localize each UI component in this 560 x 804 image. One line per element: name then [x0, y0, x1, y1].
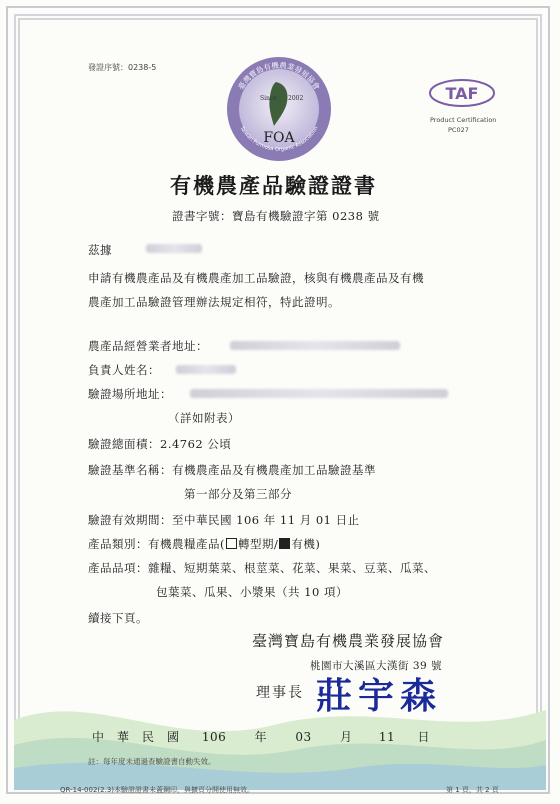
area: 驗證總面積：2.4762 公頃 — [88, 437, 232, 451]
validity-note: 註：每年度未通過查驗證書自動失效。 — [88, 757, 216, 766]
taf-logo — [428, 78, 496, 108]
operator-address-redacted — [230, 341, 400, 350]
chair-label: 理事長 — [256, 685, 304, 701]
see-attached: （詳如附表） — [168, 411, 240, 425]
foa-seal-logo — [224, 54, 334, 164]
svg-text:FOA: FOA — [263, 130, 295, 146]
product-items-2: 包葉菜、瓜果、小漿果（共 10 項） — [156, 585, 348, 599]
intro-line-1: 申請有機農產品及有機農產加工品驗證，核與有機農產品及有機 — [88, 271, 424, 285]
svg-text:2002: 2002 — [288, 95, 304, 102]
operator-address-label: 農產品經營業者地址： — [88, 339, 208, 353]
issuer-org: 臺灣寶島有機農業發展協會 — [252, 632, 445, 650]
checkbox-organic — [279, 538, 290, 549]
standard-parts: 第一部分及第三部分 — [184, 487, 292, 501]
site-address-redacted — [190, 389, 448, 398]
cert-number: 證書字號：寶島有機驗證字第 0238 號 — [172, 209, 380, 223]
svg-text:TAF: TAF — [445, 84, 479, 103]
svg-text:Taiwan Formosa Organic Associa: Taiwan Formosa Organic Association — [238, 125, 320, 153]
applicant-name-redacted — [146, 244, 202, 253]
validity-period: 驗證有效期間：至中華民國 106 年 11 月 01 日止 — [88, 513, 360, 527]
issue-date: 中 華 民 國 106 年 03 月 11 日 — [92, 730, 430, 744]
issuer-address: 桃園市大溪區大漢街 39 號 — [310, 660, 443, 672]
product-items-1: 產品品項：雜糧、短期葉菜、根莖菜、花菜、果菜、豆菜、瓜菜、 — [88, 561, 436, 575]
taf-caption-2: PC027 — [448, 126, 469, 134]
applicant-label: 茲據 — [88, 243, 112, 257]
page-title: 有機農產品驗證證書 — [170, 173, 377, 198]
cert-serial: 發證序號：0238-5 — [88, 63, 157, 72]
svg-text:臺灣寶島有機農業發展協會: 臺灣寶島有機農業發展協會 — [236, 60, 322, 92]
chair-signature: 莊宇森 — [316, 675, 443, 717]
taf-caption-1: Product Certification — [430, 116, 497, 124]
product-category: 產品類別：有機農糧產品( 轉型期/ 有機) — [88, 537, 321, 551]
checkbox-transition — [226, 538, 237, 549]
continued-note: 續接下頁。 — [88, 611, 148, 625]
intro-line-2: 農產加工品驗證管理辦法規定相符，特此證明。 — [88, 295, 340, 309]
page-number: 第 1 頁，共 2 頁 — [446, 786, 499, 794]
responsible-label: 負責人姓名： — [88, 363, 160, 377]
standard-name: 驗證基準名稱：有機農產品及有機農產加工品驗證基準 — [88, 463, 376, 477]
footer-form-code: QR-14-002(2.3)本驗證證書未蓋鋼印，與擴頁分開使用無效。 — [60, 786, 255, 794]
responsible-name-redacted — [176, 365, 236, 374]
svg-text:Since: Since — [260, 95, 277, 102]
site-address-label: 驗證場所地址： — [88, 387, 172, 401]
